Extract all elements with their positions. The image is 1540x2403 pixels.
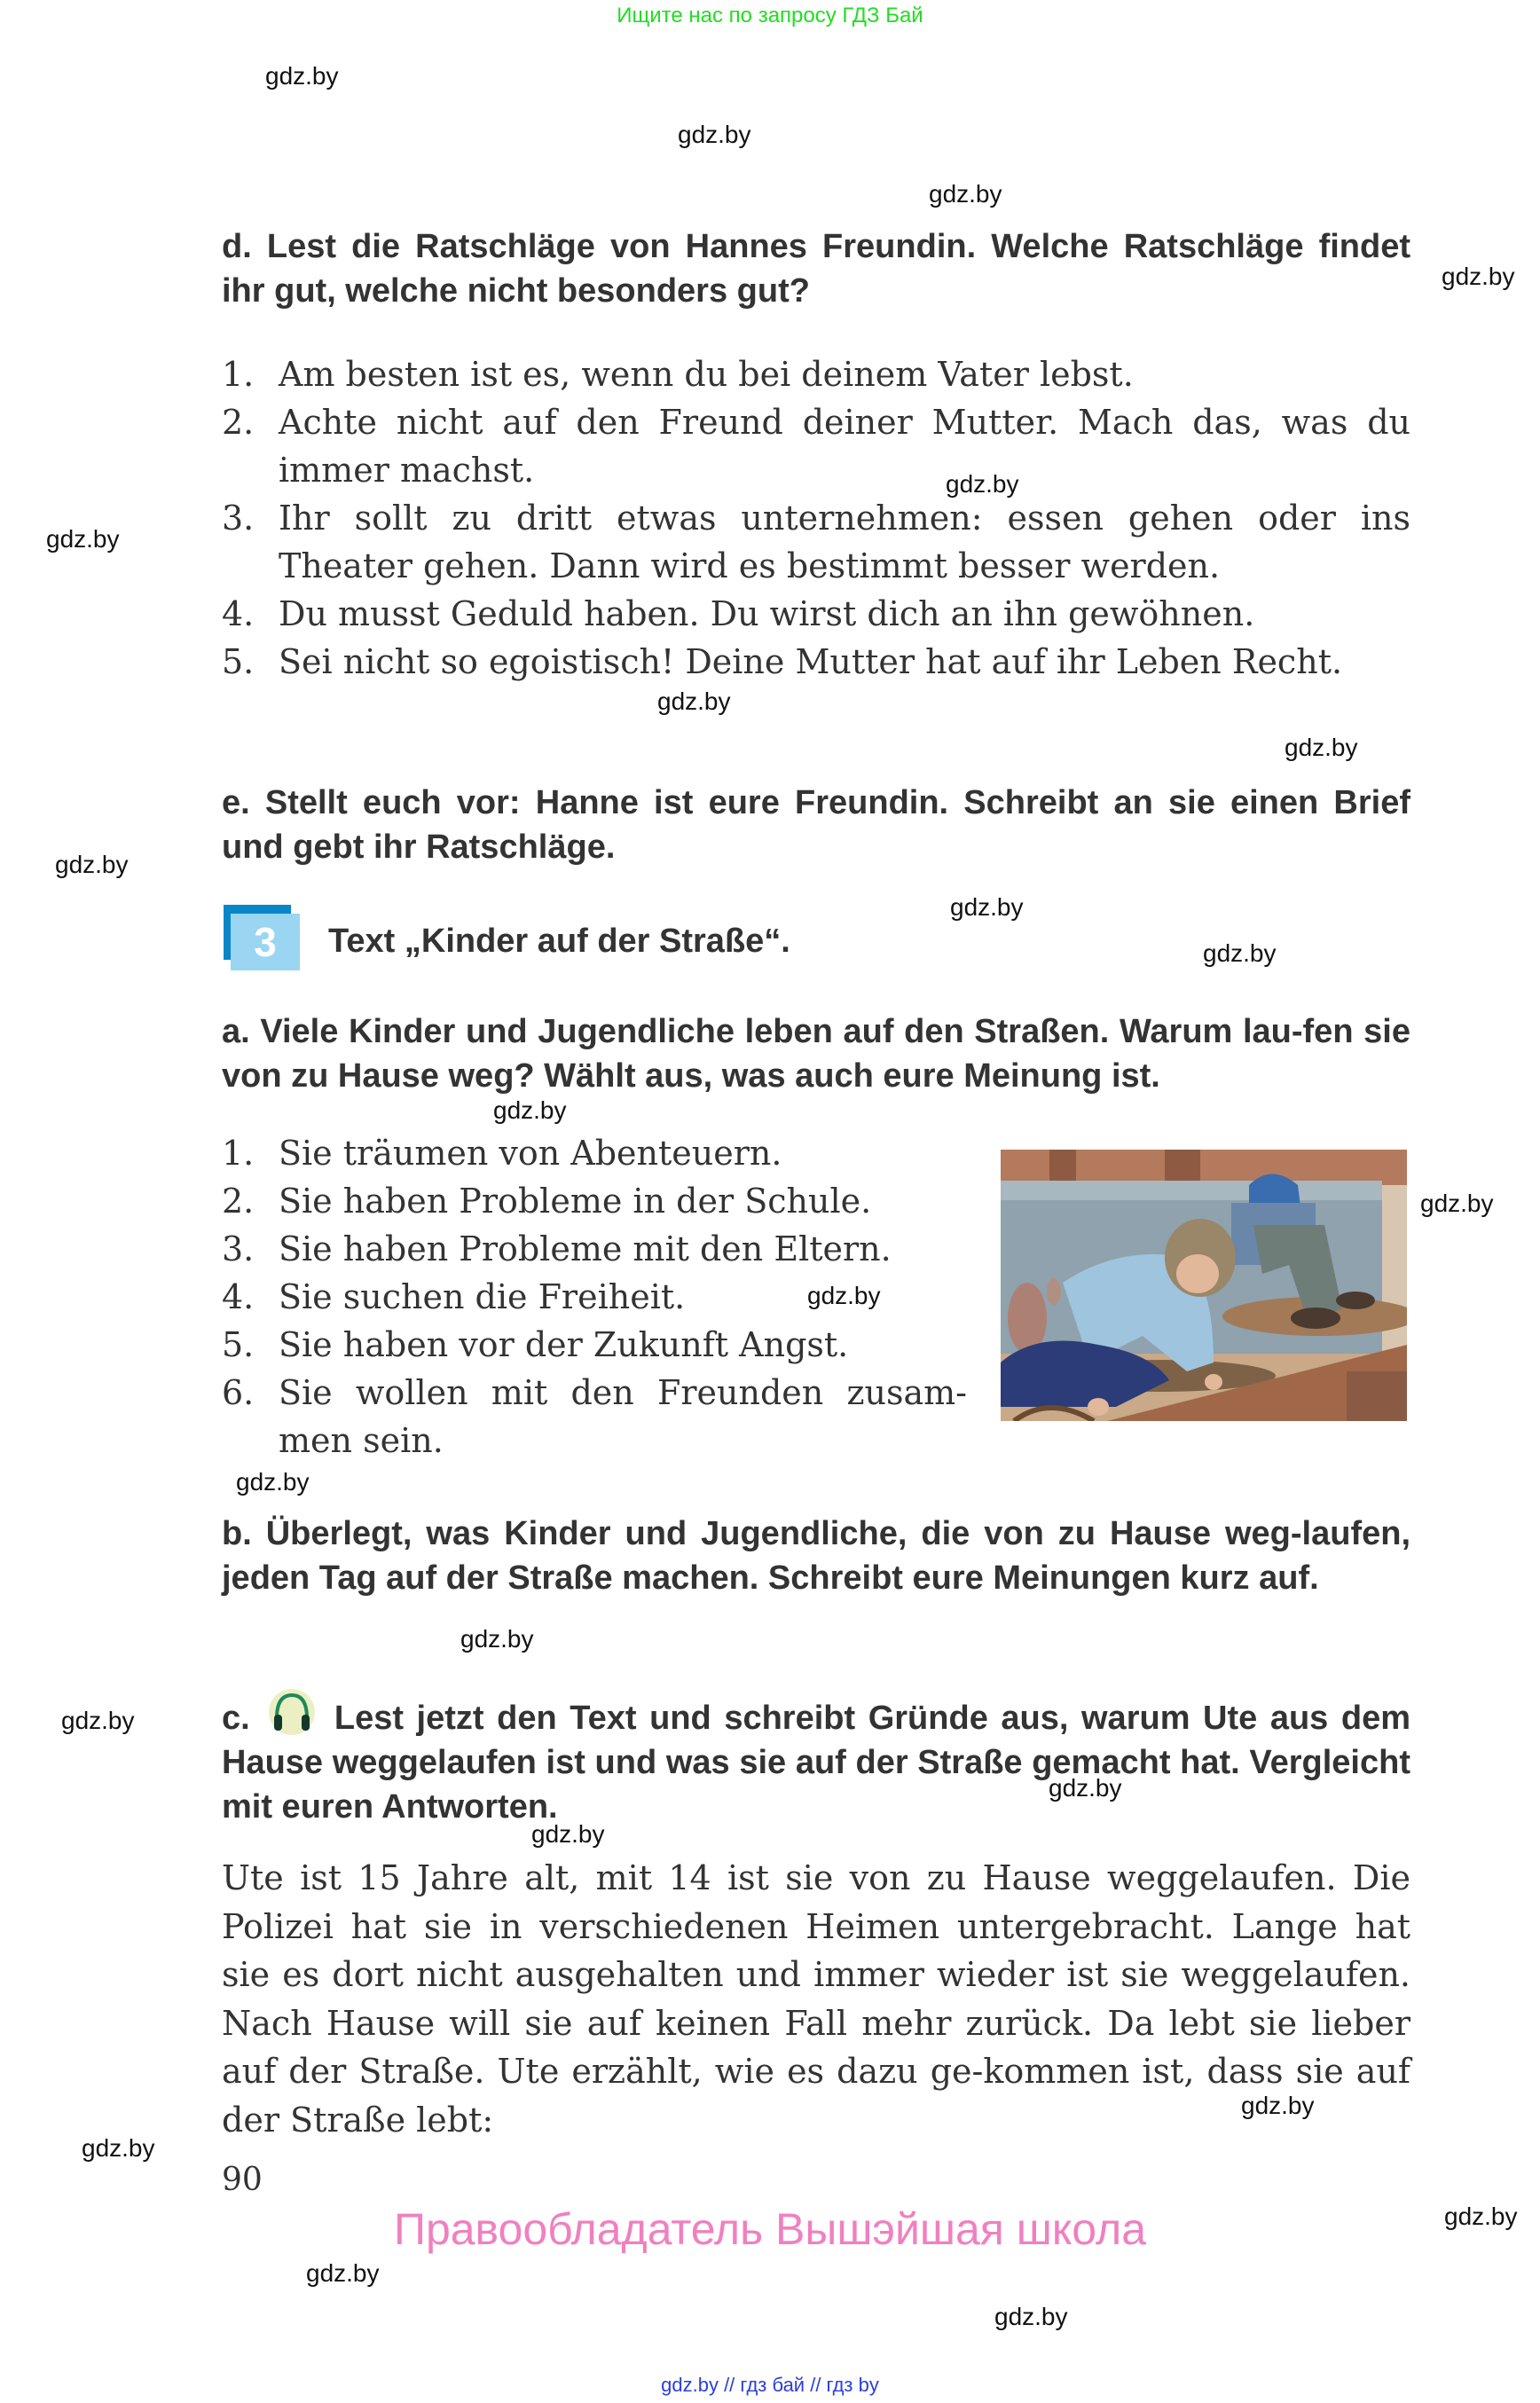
watermark: gdz.by bbox=[678, 121, 751, 148]
item-number: 1. bbox=[222, 1134, 255, 1173]
list-item bbox=[222, 1225, 967, 1273]
badge-number: 3 bbox=[231, 914, 300, 970]
item-text: Du musst Geduld haben. Du wirst dich an ihn gewöhnen. bbox=[279, 594, 1255, 633]
watermark: gdz.by bbox=[82, 2134, 155, 2162]
page-number: 90 bbox=[222, 2162, 263, 2198]
item-text: Sie haben Probleme in der Schule. bbox=[279, 1182, 872, 1221]
item-text: Sie suchen die Freiheit. bbox=[279, 1277, 686, 1316]
item-text: Sie träumen von Abenteuern. bbox=[279, 1134, 782, 1173]
watermark: gdz.by bbox=[994, 2303, 1068, 2330]
item-number: 5. bbox=[222, 642, 255, 681]
watermark: gdz.by bbox=[807, 1282, 881, 1309]
task-c-text: Lest jetzt den Text und schreibt Gründe aus, warum Ute aus dem Hause weggelaufen ist und was sie auf der Straße gemacht hat. Vergleicht mit euren Antworten. bbox=[222, 1700, 1411, 1826]
headphones-icon[interactable] bbox=[268, 1688, 316, 1736]
item-number: 3. bbox=[222, 1229, 255, 1268]
list-item bbox=[222, 1369, 967, 1465]
watermark: gdz.by bbox=[306, 2259, 380, 2287]
item-number: 5. bbox=[222, 1325, 255, 1364]
list-item bbox=[222, 494, 1410, 590]
watermark: gdz.by bbox=[950, 893, 1024, 921]
watermark: gdz.by bbox=[460, 1625, 534, 1653]
item-text: Achte nicht auf den Freund deiner Mutter. Mach das, was du immer machst. bbox=[279, 403, 1410, 490]
item-number: 3. bbox=[222, 499, 255, 538]
street-children-photo bbox=[1001, 1150, 1407, 1421]
top-banner: Ищите нас по запросу ГДЗ Бай bbox=[617, 4, 923, 27]
watermark: gdz.by bbox=[657, 687, 731, 715]
item-text: Sie haben Probleme mit den Eltern. bbox=[279, 1229, 892, 1268]
item-text: Sei nicht so egoistisch! Deine Mutter hat auf ihr Leben Recht. bbox=[279, 642, 1343, 681]
watermark: gdz.by bbox=[493, 1096, 567, 1124]
list-item bbox=[222, 590, 1410, 638]
item-text: Am besten ist es, wenn du bei deinem Vater lebst. bbox=[279, 355, 1134, 394]
footer-links[interactable]: gdz.by // гдз бай // гдз by bbox=[661, 2374, 879, 2396]
watermark: gdz.by bbox=[55, 851, 129, 878]
watermark: gdz.by bbox=[1420, 1190, 1494, 1217]
section-title: Text „Kinder auf der Straße“. bbox=[328, 923, 790, 960]
watermark: gdz.by bbox=[236, 1468, 310, 1496]
item-text: Ihr sollt zu dritt etwas unternehmen: essen gehen oder ins Theater gehen. Dann wird es bestimmt besser werden. bbox=[279, 499, 1410, 585]
task-e-instruction: e. Stellt euch vor: Hanne ist eure Freundin. Schreibt an sie einen Brief und gebt ihr Ratschläge. bbox=[222, 784, 1410, 866]
item-number: 4. bbox=[222, 594, 255, 633]
list-item bbox=[222, 1129, 967, 1177]
task-c-instruction bbox=[222, 1688, 1410, 1829]
list-item bbox=[222, 398, 1410, 494]
watermark: gdz.by bbox=[946, 470, 1019, 498]
item-number: 1. bbox=[222, 355, 255, 394]
watermark: gdz.by bbox=[61, 1707, 135, 1734]
watermark: gdz.by bbox=[1444, 2203, 1518, 2230]
task-b-instruction: b. Überlegt, was Kinder und Jugendliche, die von zu Hause weg-laufen, jeden Tag auf der Straße machen. Schreibt eure Meinungen kurz auf. bbox=[222, 1515, 1410, 1597]
item-number: 6. bbox=[222, 1373, 255, 1412]
item-number: 2. bbox=[222, 403, 255, 442]
list-item bbox=[222, 638, 1410, 686]
list-item bbox=[222, 1177, 967, 1225]
watermark: gdz.by bbox=[46, 525, 120, 553]
watermark: gdz.by bbox=[1241, 2092, 1315, 2119]
watermark: gdz.by bbox=[1285, 734, 1358, 761]
section-number-badge bbox=[224, 905, 300, 970]
watermark: gdz.by bbox=[265, 62, 339, 90]
watermark: gdz.by bbox=[1442, 263, 1515, 290]
task-d-list bbox=[222, 350, 1410, 686]
watermark: gdz.by bbox=[531, 1820, 605, 1848]
watermark: gdz.by bbox=[1049, 1774, 1122, 1802]
watermark: gdz.by bbox=[929, 180, 1002, 208]
item-text: Sie wollen mit den Freunden zusam-men sein. bbox=[279, 1373, 967, 1460]
item-text: Sie haben vor der Zukunft Angst. bbox=[279, 1325, 849, 1364]
reading-text: Ute ist 15 Jahre alt, mit 14 ist sie von zu Hause weggelaufen. Die Polizei hat sie in verschiedenen Heimen untergebracht. Lange hat sie es dort nicht ausgehalten und immer wieder ist sie weggelaufen. Nach Hause will sie auf keinen Fall mehr zurück. Da lebt sie lieber auf der Straße. Ute erzählt, wie es dazu ge-kommen ist, dass sie auf der Straße lebt: bbox=[222, 1858, 1410, 2140]
item-number: 4. bbox=[222, 1277, 255, 1316]
watermark: gdz.by bbox=[1203, 939, 1277, 967]
task-a-instruction: a. Viele Kinder und Jugendliche leben auf den Straßen. Warum lau-fen sie von zu Hause weg? Wählt aus, was auch eure Meinung ist. bbox=[222, 1013, 1410, 1095]
task-d-instruction: d. Lest die Ratschläge von Hannes Freundin. Welche Ratschläge findet ihr gut, welche nicht besonders gut? bbox=[222, 228, 1410, 310]
copyright-notice: Правообладатель Вышэйшая школа bbox=[394, 2204, 1146, 2254]
list-item bbox=[222, 1321, 967, 1369]
photo-illustration bbox=[1001, 1150, 1407, 1421]
item-number: 2. bbox=[222, 1182, 255, 1221]
list-item bbox=[222, 350, 1410, 398]
task-c-prefix: c. bbox=[222, 1700, 250, 1737]
